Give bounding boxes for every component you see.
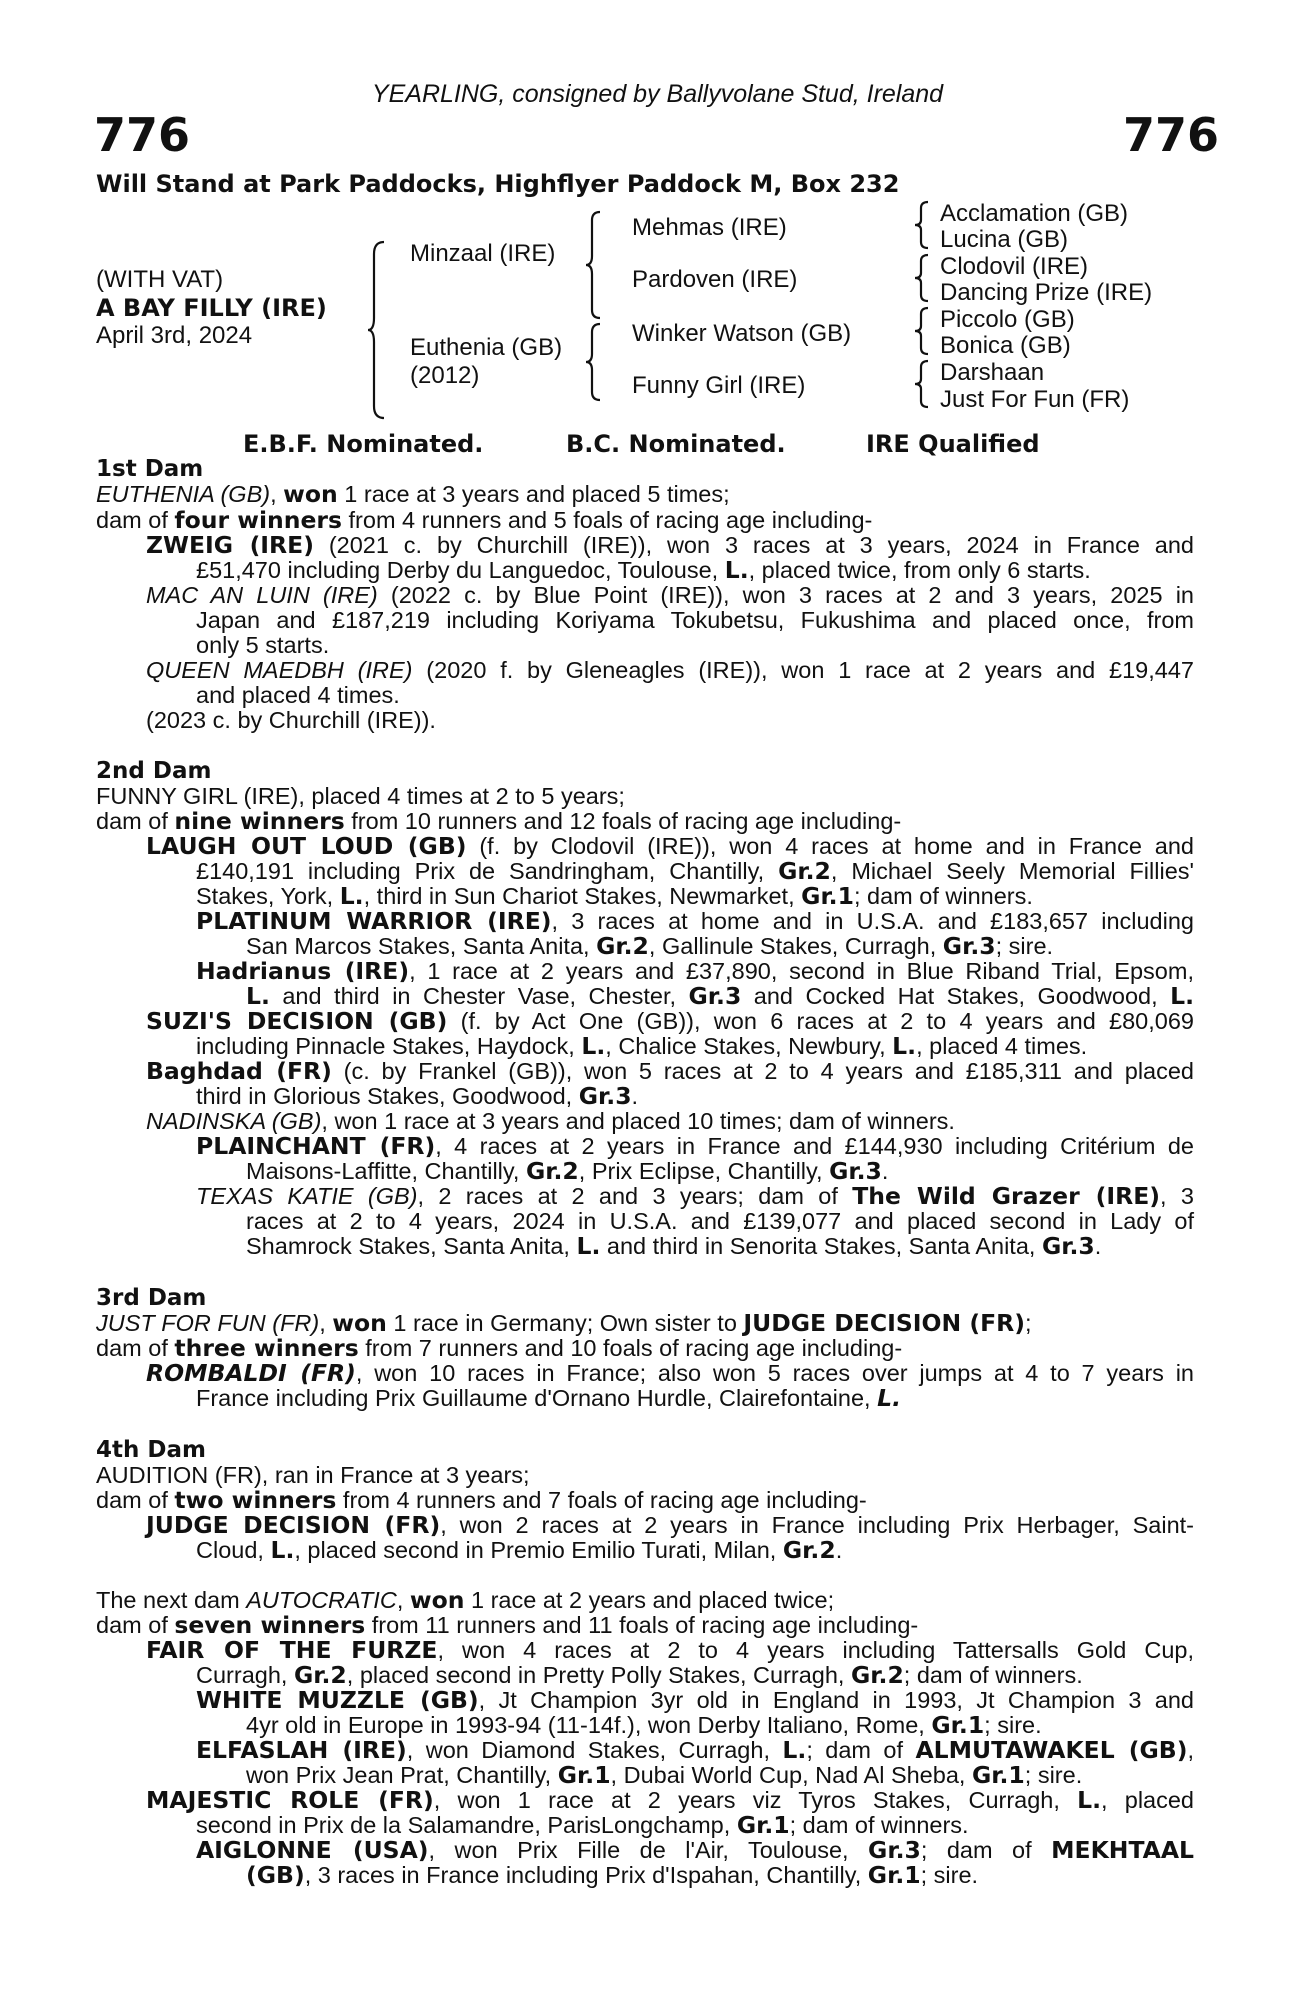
rombaldi-cont: France including Prix Guillaume d'Ornano Hurdle, Clairefontaine, L. (196, 1384, 902, 1412)
grandsire-3: Clodovil (IRE) (940, 253, 1089, 280)
sire-name: Minzaal (IRE) (410, 240, 556, 267)
dam-dam: Funny Girl (IRE) (632, 372, 806, 399)
foaling-date: April 3rd, 2024 (96, 322, 253, 349)
grandsire-8: Just For Fun (FR) (940, 386, 1130, 413)
majestic-role-cont: second in Prix de la Salamandre, ParisLongchamp, Gr.1; dam of winners. (196, 1811, 969, 1839)
fair-of-the-furze-cont: Curragh, Gr.2, placed second in Pretty Polly Stakes, Curragh, Gr.2; dam of winners. (196, 1661, 1083, 1689)
baghdad-cont: third in Glorious Stakes, Goodwood, Gr.3. (196, 1082, 639, 1110)
pedigree-brace-g1 (912, 200, 932, 250)
grandsire-6: Bonica (GB) (940, 332, 1071, 359)
rombaldi-entry: ROMBALDI (FR), won 10 races in France; also won 5 races over jumps at 4 to 7 years in (146, 1359, 1194, 1387)
grandsire-1: Acclamation (GB) (940, 200, 1129, 227)
grandsire-2: Lucina (GB) (940, 226, 1069, 253)
consignment-heading: YEARLING, consigned by Ballyvolane Stud, Ireland (371, 80, 944, 108)
grandsire-4: Dancing Prize (IRE) (940, 279, 1153, 306)
nadinska-entry: NADINSKA (GB), won 1 race at 3 years and placed 10 times; dam of winners. (146, 1108, 955, 1134)
mac-an-luin-cont-2: only 5 starts. (196, 632, 330, 658)
sire-sire: Mehmas (IRE) (632, 214, 787, 241)
third-dam-line-2: dam of three winners from 7 runners and 10 foals of racing age including- (96, 1334, 903, 1362)
horse-name: A BAY FILLY (IRE) (96, 294, 327, 322)
queen-maedbh-cont: and placed 4 times. (196, 682, 400, 708)
mac-an-luin-cont-1: Japan and £187,219 including Koriyama Tokubetsu, Fukushima and placed once, from (196, 607, 1194, 633)
aiglonne-cont: (GB), 3 races in France including Prix d'Ispahan, Chantilly, Gr.1; sire. (246, 1861, 979, 1889)
judge-decision-cont: Cloud, L., placed second in Premio Emilio Turati, Milan, Gr.2. (196, 1536, 843, 1564)
pedigree-brace-g3 (912, 306, 932, 356)
platinum-warrior-cont: San Marcos Stakes, Santa Anita, Gr.2, Gallinule Stakes, Curragh, Gr.3; sire. (246, 932, 1054, 960)
next-dam-line-2: dam of seven winners from 11 runners and 11 foals of racing age including- (96, 1611, 919, 1639)
grandsire-5: Piccolo (GB) (940, 306, 1075, 333)
plainchant-cont: Maisons-Laffitte, Chantilly, Gr.2, Prix Eclipse, Chantilly, Gr.3. (246, 1157, 889, 1185)
platinum-warrior-entry: PLATINUM WARRIOR (IRE), 3 races at home and in U.S.A. and £183,657 including (196, 907, 1194, 935)
elfaslah-entry: ELFASLAH (IRE), won Diamond Stakes, Curragh, L.; dam of ALMUTAWAKEL (GB), (196, 1736, 1194, 1764)
lot-number-left: 776 (94, 108, 191, 162)
unnamed-2023-colt: (2023 c. by Churchill (IRE)). (146, 707, 436, 733)
elfaslah-cont: won Prix Jean Prat, Chantilly, Gr.1, Dubai World Cup, Nad Al Sheba, Gr.1; sire. (246, 1761, 1083, 1789)
section-first-dam: 1st Dam (96, 456, 204, 482)
dam-name: Euthenia (GB) (410, 334, 563, 361)
texas-katie-entry: TEXAS KATIE (GB), 2 races at 2 and 3 years; dam of The Wild Grazer (IRE), 3 (196, 1182, 1194, 1210)
pedigree-brace-main (366, 240, 388, 420)
plainchant-entry: PLAINCHANT (FR), 4 races at 2 years in France and £144,930 including Critérium de (196, 1132, 1194, 1160)
sire-dam: Pardoven (IRE) (632, 266, 798, 293)
suzis-decision-cont: including Pinnacle Stakes, Haydock, L., Chalice Stakes, Newbury, L., placed 4 times. (196, 1032, 1088, 1060)
aiglonne-entry: AIGLONNE (USA), won Prix Fille de l'Air, Toulouse, Gr.3; dam of MEKHTAAL (196, 1836, 1195, 1864)
pedigree-brace-g4 (912, 359, 932, 409)
pedigree-brace-dam (584, 322, 604, 402)
hadrianus-entry: Hadrianus (IRE), 1 race at 2 years and £37,890, second in Blue Riband Trial, Epsom, (196, 957, 1194, 985)
fourth-dam-line-1: AUDITION (FR), ran in France at 3 years; (96, 1462, 530, 1488)
bc-nomination: B.C. Nominated. (566, 430, 786, 458)
next-dam-line-1: The next dam AUTOCRATIC, won 1 race at 2 years and placed twice; (96, 1586, 835, 1614)
second-dam-line-2: dam of nine winners from 10 runners and 12 foals of racing age including- (96, 807, 902, 835)
stand-location: Will Stand at Park Paddocks, Highflyer Paddock M, Box 232 (96, 170, 900, 198)
texas-katie-cont-2: Shamrock Stakes, Santa Anita, L. and third in Senorita Stakes, Santa Anita, Gr.3. (246, 1232, 1102, 1260)
queen-maedbh-entry: QUEEN MAEDBH (IRE) (2020 f. by Gleneagles (IRE)), won 1 race at 2 years and £19,447 (146, 657, 1194, 683)
section-fourth-dam: 4th Dam (96, 1437, 206, 1463)
second-dam-line-1: FUNNY GIRL (IRE), placed 4 times at 2 to 5 years; (96, 783, 625, 809)
fourth-dam-line-2: dam of two winners from 4 runners and 7 foals of racing age including- (96, 1486, 867, 1514)
grandsire-7: Darshaan (940, 359, 1045, 386)
white-muzzle-cont: 4yr old in Europe in 1993-94 (11-14f.), won Derby Italiano, Rome, Gr.1; sire. (246, 1711, 1042, 1739)
zweig-entry-cont: £51,470 including Derby du Languedoc, Toulouse, L., placed twice, from only 6 starts. (196, 556, 1091, 584)
dam-year: (2012) (410, 362, 480, 389)
ire-qualified: IRE Qualified (866, 430, 1040, 458)
baghdad-entry: Baghdad (FR) (c. by Frankel (GB)), won 5 races at 2 to 4 years and £185,311 and placed (146, 1057, 1194, 1085)
hadrianus-cont: L. and third in Chester Vase, Chester, Gr.3 and Cocked Hat Stakes, Goodwood, L. (246, 982, 1195, 1010)
pedigree-brace-g2 (912, 253, 932, 303)
dam-sire: Winker Watson (GB) (632, 320, 852, 347)
first-dam-line-2: dam of four winners from 4 runners and 5 foals of racing age including- (96, 506, 873, 534)
lot-number-right: 776 (1122, 108, 1219, 162)
texas-katie-cont-1: races at 2 to 4 years, 2024 in U.S.A. and £139,077 and placed second in Lady of (246, 1208, 1194, 1234)
mac-an-luin-entry: MAC AN LUIN (IRE) (2022 c. by Blue Point (IRE)), won 3 races at 2 and 3 years, 2025 in (146, 582, 1194, 608)
suzis-decision-entry: SUZI'S DECISION (GB) (f. by Act One (GB)), won 6 races at 2 to 4 years and £80,069 (146, 1007, 1194, 1035)
ebf-nomination: E.B.F. Nominated. (243, 430, 484, 458)
laugh-out-loud-cont-1: £140,191 including Prix de Sandringham, Chantilly, Gr.2, Michael Seely Memorial Fillies' (196, 857, 1194, 885)
white-muzzle-entry: WHITE MUZZLE (GB), Jt Champion 3yr old in England in 1993, Jt Champion 3 and (196, 1686, 1194, 1714)
first-dam-line-1: EUTHENIA (GB), won 1 race at 3 years and placed 5 times; (96, 480, 730, 508)
pedigree-brace-sire (584, 210, 604, 320)
fair-of-the-furze-entry: FAIR OF THE FURZE, won 4 races at 2 to 4 years including Tattersalls Gold Cup, (146, 1636, 1194, 1664)
judge-decision-entry: JUDGE DECISION (FR), won 2 races at 2 years in France including Prix Herbager, Saint- (146, 1511, 1194, 1539)
section-third-dam: 3rd Dam (96, 1285, 207, 1311)
majestic-role-entry: MAJESTIC ROLE (FR), won 1 race at 2 years viz Tyros Stakes, Curragh, L., placed (146, 1786, 1194, 1814)
zweig-entry: ZWEIG (IRE) (2021 c. by Churchill (IRE)), won 3 races at 3 years, 2024 in France and (146, 531, 1194, 559)
third-dam-line-1: JUST FOR FUN (FR), won 1 race in Germany; Own sister to JUDGE DECISION (FR); (96, 1309, 1032, 1337)
section-second-dam: 2nd Dam (96, 758, 212, 784)
laugh-out-loud-cont-2: Stakes, York, L., third in Sun Chariot Stakes, Newmarket, Gr.1; dam of winners. (196, 882, 1033, 910)
laugh-out-loud-entry: LAUGH OUT LOUD (GB) (f. by Clodovil (IRE)), won 4 races at home and in France and (146, 832, 1194, 860)
vat-note: (WITH VAT) (96, 266, 224, 293)
